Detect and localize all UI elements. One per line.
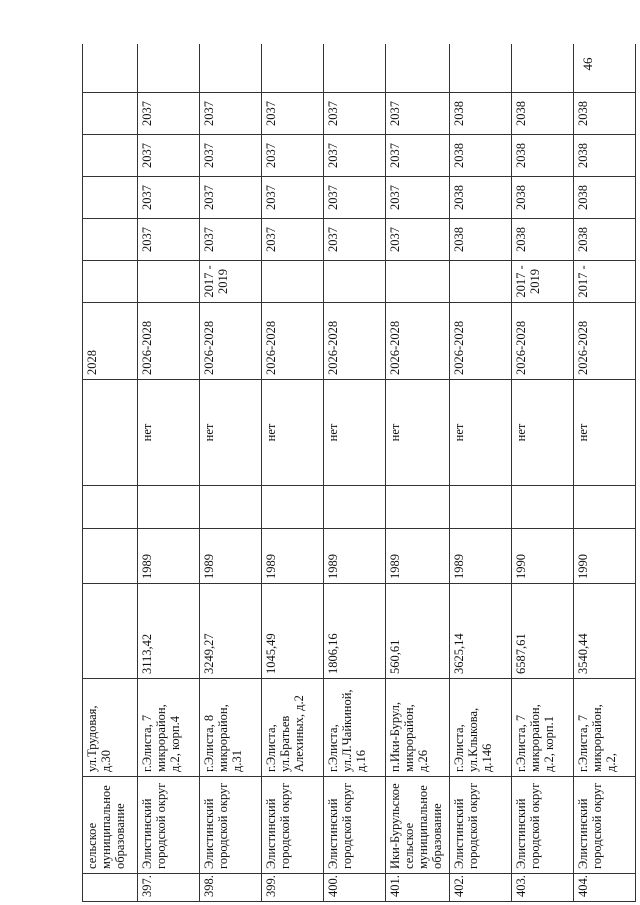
cell-y4: 2038 [511, 93, 573, 135]
cell-blank [262, 486, 324, 529]
table-row [200, 44, 262, 902]
cell-address: г.Элиста, ул.Клыкова, д.146 [449, 679, 511, 777]
cell-y4: 2037 [262, 93, 324, 135]
cell-y2: 2038 [511, 177, 573, 219]
cell-y1: 2037 [386, 219, 449, 261]
cell-y3 [83, 135, 138, 177]
cell-municipality: Элистинский городской округ [573, 777, 635, 874]
cell-year: 1989 [200, 529, 262, 584]
cell-fund: нет [449, 380, 511, 486]
cell-municipality: Элистинский городской округ [200, 777, 262, 874]
cell-year: 1990 [573, 529, 635, 584]
cell-prev [386, 261, 449, 303]
rotated-table-frame [82, 44, 636, 902]
cell-municipality: Элистинский городской округ [262, 777, 324, 874]
cell-num: 402. [449, 874, 511, 902]
cell-address: п.Ики-Бурул, микрорайон, д.26 [386, 679, 449, 777]
cell-blank [573, 486, 635, 529]
cell-period: 2026-2028 [511, 303, 573, 380]
cell-y2: 2037 [324, 177, 386, 219]
cell-last [262, 44, 324, 93]
cell-period: 2026-2028 [137, 303, 199, 380]
cell-blank [200, 486, 262, 529]
cell-address: г.Элиста, 8 микрорайон, д.31 [200, 679, 262, 777]
cell-num: 400. [324, 874, 386, 902]
cell-y3: 2037 [200, 135, 262, 177]
cell-prev [137, 261, 199, 303]
cell-blank [386, 486, 449, 529]
cell-y2: 2038 [449, 177, 511, 219]
table-row [511, 44, 573, 902]
cell-blank [449, 486, 511, 529]
cell-y1: 2037 [137, 219, 199, 261]
cell-fund: нет [324, 380, 386, 486]
cell-blank [83, 486, 138, 529]
cell-y1: 2038 [573, 219, 635, 261]
cell-address: г.Элиста, 7 микрорайон, д.2, корп.1 [511, 679, 573, 777]
cell-prev: 2017 - 2019 [511, 261, 573, 303]
cell-period: 2026-2028 [449, 303, 511, 380]
cell-y1: 2037 [200, 219, 262, 261]
cell-municipality: Ики-Бурульское сельское муниципальное образование [386, 777, 449, 874]
cell-y1: 2038 [511, 219, 573, 261]
cell-period: 2026-2028 [262, 303, 324, 380]
cell-municipality: Элистинский городской округ [449, 777, 511, 874]
cell-y4 [83, 93, 138, 135]
cell-y2: 2037 [137, 177, 199, 219]
cell-last [511, 44, 573, 93]
cell-period: 2026-2028 [386, 303, 449, 380]
cell-year: 1990 [511, 529, 573, 584]
cell-y4: 2037 [386, 93, 449, 135]
cell-area: 3625,14 [449, 584, 511, 679]
cell-prev: 2017 - [573, 261, 635, 303]
table-wrapper [82, 44, 636, 902]
cell-period: 2026-2028 [200, 303, 262, 380]
cell-fund [83, 380, 138, 486]
cell-address: г.Элиста, ул.Л.Чайкиной, д.16 [324, 679, 386, 777]
cell-fund: нет [511, 380, 573, 486]
cell-y2: 2037 [386, 177, 449, 219]
cell-y1 [83, 219, 138, 261]
cell-y2 [83, 177, 138, 219]
cell-period: 2026-2028 [573, 303, 635, 380]
page-number: 46 [580, 57, 595, 71]
cell-y4: 2037 [200, 93, 262, 135]
cell-y4: 2037 [324, 93, 386, 135]
table-row [137, 44, 199, 902]
cell-municipality: Элистинский городской округ [137, 777, 199, 874]
cell-y3: 2038 [573, 135, 635, 177]
cell-blank [511, 486, 573, 529]
cell-municipality: Элистинский городской округ [324, 777, 386, 874]
cell-prev [262, 261, 324, 303]
cell-last [449, 44, 511, 93]
table-row [262, 44, 324, 902]
cell-fund: нет [200, 380, 262, 486]
cell-num: 399. [262, 874, 324, 902]
cell-year: 1989 [137, 529, 199, 584]
cell-year: 1989 [262, 529, 324, 584]
cell-y3: 2037 [262, 135, 324, 177]
cell-y3: 2038 [449, 135, 511, 177]
cell-prev [324, 261, 386, 303]
cell-area: 6587,61 [511, 584, 573, 679]
cell-period: 2026-2028 [324, 303, 386, 380]
cell-year: 1989 [324, 529, 386, 584]
cell-y1: 2037 [324, 219, 386, 261]
cell-y3: 2037 [324, 135, 386, 177]
cell-y2: 2038 [573, 177, 635, 219]
cell-y4: 2038 [573, 93, 635, 135]
cell-year: 1989 [449, 529, 511, 584]
table-row [449, 44, 511, 902]
cell-blank [324, 486, 386, 529]
table-row [573, 44, 635, 902]
cell-area: 3540,44 [573, 584, 635, 679]
cell-num: 397. [137, 874, 199, 902]
cell-period: 2028 [83, 303, 138, 380]
cell-address: г.Элиста, 7 микрорайон, д.2, корп.4 [137, 679, 199, 777]
cell-y4: 2038 [449, 93, 511, 135]
cell-fund: нет [262, 380, 324, 486]
cell-y2: 2037 [200, 177, 262, 219]
cell-area: 3249,27 [200, 584, 262, 679]
cell-fund: нет [386, 380, 449, 486]
cell-y3: 2038 [511, 135, 573, 177]
cell-last [137, 44, 199, 93]
housing-table [82, 44, 636, 902]
cell-y1: 2038 [449, 219, 511, 261]
cell-blank [137, 486, 199, 529]
cell-num: 398. [200, 874, 262, 902]
cell-address: г.Элиста, 7 микрорайон, д.2, [573, 679, 635, 777]
cell-y1: 2037 [262, 219, 324, 261]
table-row-continuation [83, 44, 138, 902]
cell-last [573, 44, 635, 93]
cell-fund: нет [137, 380, 199, 486]
cell-y4: 2037 [137, 93, 199, 135]
cell-y2: 2037 [262, 177, 324, 219]
cell-municipality: Элистинский городской округ [511, 777, 573, 874]
cell-area [83, 584, 138, 679]
cell-num: 401. [386, 874, 449, 902]
cell-last [324, 44, 386, 93]
cell-year [83, 529, 138, 584]
cell-municipality: сельское муниципальное образование [83, 777, 138, 874]
cell-fund: нет [573, 380, 635, 486]
cell-prev [449, 261, 511, 303]
cell-num: 403. [511, 874, 573, 902]
cell-num: 404. [573, 874, 635, 902]
cell-last [200, 44, 262, 93]
cell-last [386, 44, 449, 93]
table-row [324, 44, 386, 902]
cell-area: 1045,49 [262, 584, 324, 679]
cell-year: 1989 [386, 529, 449, 584]
cell-area: 3113,42 [137, 584, 199, 679]
cell-y3: 2037 [386, 135, 449, 177]
cell-area: 1806,16 [324, 584, 386, 679]
cell-prev [83, 261, 138, 303]
cell-last [83, 44, 138, 93]
table-row [386, 44, 449, 902]
cell-prev: 2017 - 2019 [200, 261, 262, 303]
cell-address: г.Элиста, ул.Братьев Алехиных, д.2 [262, 679, 324, 777]
cell-area: 560,61 [386, 584, 449, 679]
cell-y3: 2037 [137, 135, 199, 177]
cell-num [83, 874, 138, 902]
cell-address: ул.Трудовая, д.30 [83, 679, 138, 777]
